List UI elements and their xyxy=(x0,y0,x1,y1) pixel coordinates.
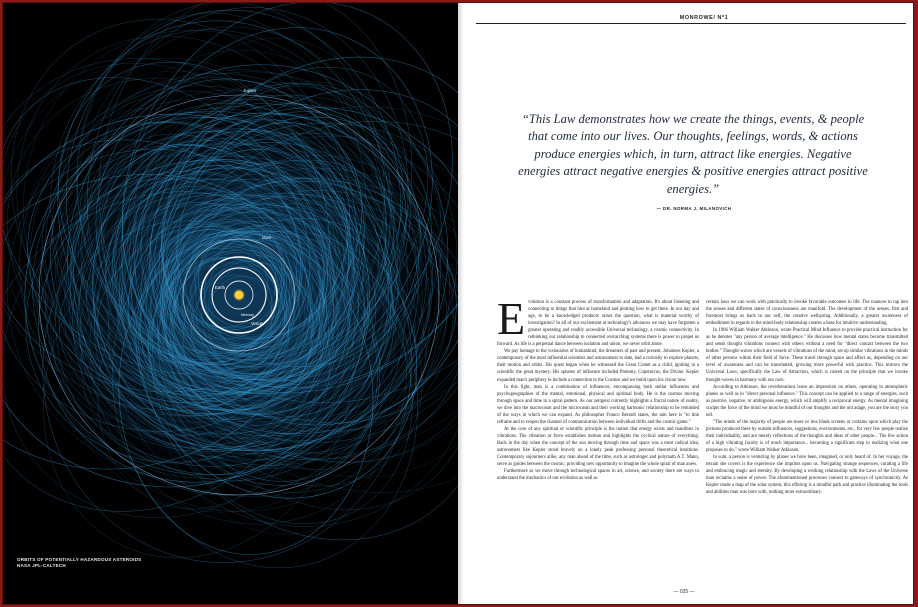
article-paragraph: We pay homage to the visionaries of humankind, the dreamers of past and present. Johannes Kepler, a contemporary of the most influential scientists and astronomers to date, had a curiosity to explore planets, their motion and orbits. His quest began when he witnessed the Great Comet as a child, igniting in a scientific the great mystery. His spheres of influence included Ptolemy, Copernicus, the Divine. Kepler expanded man's periphery to include a connection to the Cosmos and we build upon his vision now. xyxy=(497,349,699,383)
sun xyxy=(236,292,241,297)
article-paragraph: According to Atkinson, the reverberations leave an impression on others, operating in atmospheric planes as well as in "direct personal influence." This concept can be applied to a range of energies, such as positive, negative, or ambiguous energy, which will amplify a reciprocal energy. As mental imagining sculpts the force of the mind we must be mindful of our thoughts and the old adage, you are the story you tell. xyxy=(706,384,908,418)
venus-label: Venus xyxy=(251,321,263,326)
article-paragraph: "The minds of the majority of people are more or less blank screens or curtains upon which play the pictures produced there by outside influences, suggestions, environments, etc., for very few people realize their individuality, and are merely reflections of the thoughts and ideas of other people... The few action of a high vibrating faculty is of much importance... becoming a significant step in realizing what one proposes to do." wrote William Walker Atkinson. xyxy=(706,419,908,453)
running-head: MONROWE/ Nº1 xyxy=(679,15,729,21)
earth-label: Earth xyxy=(215,285,226,290)
article-paragraph: Furthermore as we move through technological spaces in art, science, and society there are ways to understand the mechanics of our evolution as well as xyxy=(497,469,699,482)
article-paragraph: certain laws we can work with practically to invoke favorable outcomes in life. The nuances to tap into the senses and different states of consciousness are manifold. The development of the senses, first and foremost brings us back to our self, the creative wellspring. Additionally, a greater awareness of embodiment in regards to the mind-body relationship creates a base for intuitive understanding. xyxy=(706,300,908,327)
article-column-left xyxy=(497,299,699,585)
article-paragraph: In 1906 William Walker Atkinson, wrote Practical Mind Influence to provide practical instruction for as he denotes "any person of average intelligence." He discusses how mental states become transmitted and sends thought vibrations connect with others without a need for "direct contact between the two bodies." Thought-waves which are vessels of vibrations of the mind, set up similar vibrations in the minds of other persons within their field of force. These travel through space and affect us, depending on our level of awareness and can be transmuted, growing more powerful with practice. This mirrors the Universal Laws, specifically the Law of Attraction, which is rooted on the principle that we invoke thought-waves in harmony with our own. xyxy=(706,328,908,383)
figure-caption-line1: ORBITS OF POTENTIALLY HAZARDOUS ASTEROIDS xyxy=(17,557,142,562)
running-head-rule xyxy=(476,23,906,24)
left-page-figure xyxy=(3,3,458,604)
article-paragraph: volution is a constant process of transformation and adaptation. It's about listening and connecting to things that hint at homeland and plotting how to get there. In our day and age, to be a knowledged producer raises the question, what is material worthy of investigation? In all of our excitement at technology's advances we may have forgotten a greater operating and readily accessible Universal technology, a cosmic connectivity. In rethinking our relationship to connected overarching systems there is power to propel us forward. As life is a perpetual dance between isolation and union, we never orbit alone. xyxy=(497,300,699,348)
drop-cap: E xyxy=(497,299,526,344)
article-paragraph: In sum, a person is venturing by planes we have been, imagined, or only heard of. In her voyage, the terrain she covers is the experience she imprints upon us. Navigating strange sequences, curating a life and embracing magic and eternity. By developing a working relationship with the Laws of the Universe man reclaims a sense of power. The aforementioned processes connect to gateways of synchronicity. As Kepler made a map of the solar system, this offering is a mindful path and practice illuminating the tools and abilities man was born with, nothing more extraordinary. xyxy=(706,455,908,496)
quote-attribution: — DR. NORMA J. MILANOVICH xyxy=(656,206,732,211)
mercury-label: Mercury xyxy=(241,313,254,317)
right-page-article xyxy=(464,3,913,604)
article-column-right xyxy=(706,299,908,585)
pull-quote: “This Law demonstrates how we create the things, events, & people that come into our lives. Our thoughts, feelings, words, & actions produce energies which, in turn, attract like energies. Negative energies attract negative energies & positive energies attract positive energies.” xyxy=(518,112,868,196)
jupiter-label: Jupiter xyxy=(243,88,257,93)
figure-caption-line2: NASA JPL-CALTECH xyxy=(17,563,66,568)
figure-caption xyxy=(17,557,277,569)
page-number: — 025 — xyxy=(673,589,695,595)
magazine-spread xyxy=(3,3,913,604)
article-paragraph: In this light, man is a combination of influences, encompassing both stellar influences and psychogeographies of the mental, emotional, physical and spiritual body. He is the cosmos moving through space and time in a spiral pattern. As our zeitgeist currently highlights a fractal nature of reality, we dive into the macrocosm and the microcosm and their working harmonic relationship to be reminded of the ways in which we can expand. As philosopher Franco Berardi states, the aim here is "to link reframe and to reopen the channel of communication between individual drifts and the cosmic game." xyxy=(497,384,699,425)
asteroid-orbits-figure xyxy=(3,3,458,604)
article-paragraph: At the core of any spiritual or scientific principle is the notion that energy exists and manifests in vibrations. The vibration or force establishes motion and highlights the cyclical nature of everything. Back in the day when the concept of the sun moving through time and space was a most radical idea, astronomers like Kepler stood bravely on a lonely peak professing personal theoretical intuitions. Contemporary sojourners alike, any man ahead of the time, such as astrologer and polymath A.T. Mann, serve as guides between the cosmic, providing new opportunity to imagine the whole spiral of man anew. xyxy=(497,426,699,468)
mars-label: Mars xyxy=(262,235,272,240)
